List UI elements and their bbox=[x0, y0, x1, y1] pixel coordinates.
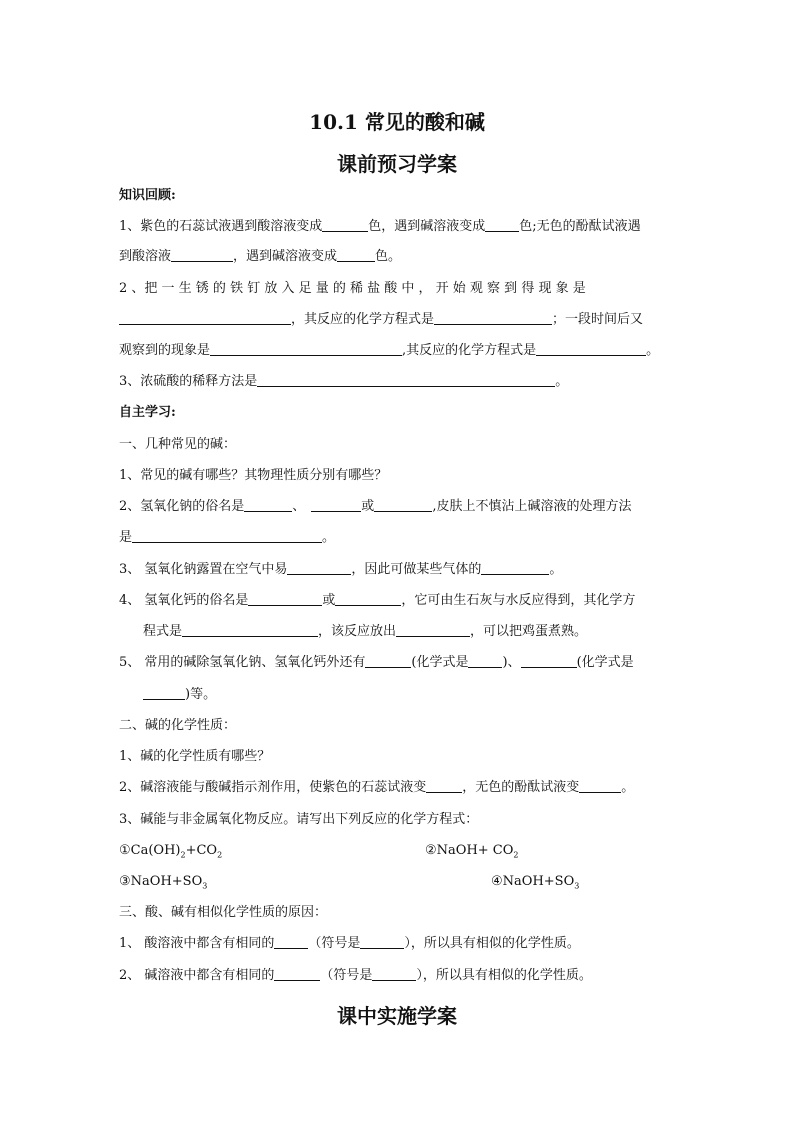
question-5-cont: )等。 bbox=[143, 686, 216, 704]
review-line-5: 观察到的现象是 ,其反应的化学方程式是 。 bbox=[119, 343, 660, 358]
section-heading: 二、碱的化学性质： bbox=[119, 718, 237, 733]
self-study-heading: 自主学习: bbox=[119, 405, 176, 420]
reaction-2: ②NaOH+ $CO_2$ bbox=[425, 843, 519, 860]
blank[interactable] bbox=[132, 529, 322, 543]
question-2: 2、氢氧化钠的俗名是 、 或 ,皮肤上不慎沾上碱溶液的处理方法 bbox=[119, 499, 632, 514]
blank[interactable] bbox=[143, 686, 185, 700]
blank[interactable] bbox=[322, 218, 368, 232]
section-title-preview: 课前预习学案 bbox=[337, 152, 457, 176]
blank[interactable] bbox=[372, 967, 416, 981]
reaction-1: $①Ca(OH)_2+CO_2$ bbox=[119, 843, 223, 860]
blank[interactable] bbox=[257, 373, 555, 387]
blank[interactable] bbox=[119, 311, 291, 325]
blank[interactable] bbox=[287, 561, 351, 575]
section-heading: 一、几种常见的碱： bbox=[119, 437, 237, 452]
blank[interactable] bbox=[521, 654, 577, 668]
section-title-class: 课中实施学案 bbox=[337, 1004, 457, 1028]
reaction-4: $④NaOH+SO_3$ bbox=[491, 874, 580, 891]
review-line-6: 3、浓硫酸的稀释方法是 。 bbox=[119, 374, 569, 389]
blank[interactable] bbox=[248, 592, 322, 606]
blank[interactable] bbox=[485, 218, 519, 232]
blank[interactable] bbox=[311, 498, 361, 512]
blank[interactable] bbox=[396, 623, 470, 637]
blank[interactable] bbox=[171, 248, 233, 262]
blank[interactable] bbox=[274, 967, 320, 981]
review-line-1: 1、紫色的石蕊试液遇到酸溶液变成 色，遇到碱溶液变成 色;无色的酚酞试液遇 bbox=[119, 219, 641, 234]
review-line-4: ，其反应的化学方程式是 ；一段时间后又 bbox=[119, 311, 643, 329]
reason-2: 2、 碱溶液中都含有相同的 （符号是 ），所以具有相似的化学性质。 bbox=[119, 968, 592, 983]
blank[interactable] bbox=[365, 654, 411, 668]
blank[interactable] bbox=[468, 654, 502, 668]
blank[interactable] bbox=[579, 779, 621, 793]
review-heading: 知识回顾: bbox=[119, 188, 176, 203]
section-heading: 三、酸、碱有相似化学性质的原因： bbox=[119, 905, 328, 920]
question-4: 4、 氢氧化钙的俗名是 或 ，它可由生石灰与水反应得到，其化学方 bbox=[119, 593, 636, 608]
reason-1: 1、 酸溶液中都含有相同的 （符号是 ），所以具有相似的化学性质。 bbox=[119, 936, 580, 951]
reaction-3: $③NaOH+SO_3$ bbox=[119, 874, 208, 891]
blank[interactable] bbox=[536, 342, 646, 356]
question-2-cont: 是 。 bbox=[119, 530, 336, 545]
question-3: 3、 氢氧化钠露置在空气中易 ，因此可做某些气体的 。 bbox=[119, 562, 563, 577]
review-line-2: 到酸溶液 ，遇到碱溶液变成 色。 bbox=[119, 249, 402, 264]
property-1: 1、碱的化学性质有哪些？ bbox=[119, 749, 271, 764]
blank[interactable] bbox=[210, 342, 402, 356]
blank[interactable] bbox=[244, 498, 292, 512]
property-2: 2、碱溶液能与酸碱指示剂作用，使紫色的石蕊试液变 ，无色的酚酞试液变 。 bbox=[119, 780, 635, 795]
blank[interactable] bbox=[481, 561, 549, 575]
blank[interactable] bbox=[426, 779, 462, 793]
blank[interactable] bbox=[337, 248, 375, 262]
blank[interactable] bbox=[182, 623, 318, 637]
blank[interactable] bbox=[335, 592, 401, 606]
question-1: 1、常见的碱有哪些？其物理性质分别有哪些？ bbox=[119, 468, 388, 483]
page-title: 10.1 常见的酸和碱 bbox=[309, 110, 485, 134]
blank[interactable] bbox=[360, 935, 404, 949]
question-5: 5、 常用的碱除氢氧化钠、氢氧化钙外还有 (化学式是 )、 (化学式是 bbox=[119, 655, 634, 670]
review-line-3: 2 、把 一 生 锈 的 铁 钉 放 入 足 量 的 稀 盐 酸 中 ， 开 始 观 察 到 得 现 象 是 bbox=[119, 281, 586, 296]
question-4-cont: 程式是 ，该反应放出 ，可以把鸡蛋煮熟。 bbox=[143, 624, 588, 639]
property-3: 3、碱能与非金属氧化物反应。请写出下列反应的化学方程式： bbox=[119, 812, 479, 827]
blank[interactable] bbox=[434, 311, 552, 325]
blank[interactable] bbox=[274, 935, 308, 949]
blank[interactable] bbox=[374, 498, 432, 512]
